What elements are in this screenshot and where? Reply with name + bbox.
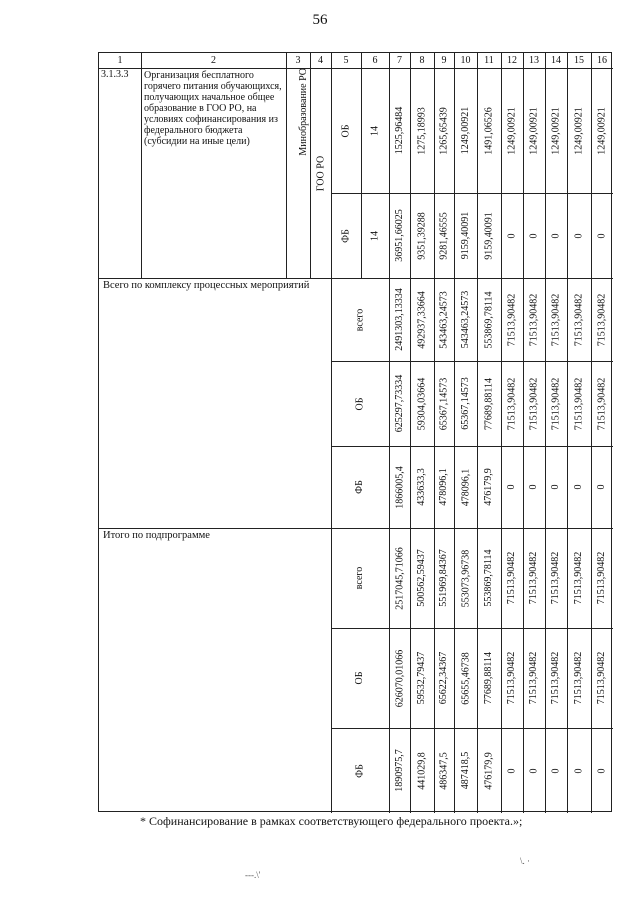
amount-cell: 9281,46555 <box>438 211 449 260</box>
amount-cell: 543463,24573 <box>438 290 449 349</box>
amount-cell: 1249,00921 <box>596 106 607 155</box>
row2-title: Всего по комплексу процессных мероприятий <box>103 280 310 291</box>
amount-cell: 0 <box>573 768 584 773</box>
source-code-0: 14 <box>369 125 380 136</box>
amount-cell: 1249,00921 <box>573 106 584 155</box>
column-header-10: 10 <box>460 55 471 66</box>
amount-cell: 71513,90482 <box>506 293 517 346</box>
amount-cell: 478096,1 <box>438 468 449 506</box>
amount-cell: 487418,5 <box>460 751 471 790</box>
row-code: 3.1.3.3 <box>101 70 129 80</box>
amount-cell: 9159,40091 <box>483 211 494 260</box>
amount-cell: 71513,90482 <box>596 377 607 430</box>
amount-cell: 0 <box>573 484 584 490</box>
source-label-0: ОБ <box>340 124 351 137</box>
source-label-0: всего <box>354 308 365 331</box>
amount-cell: 1491,06526 <box>483 106 494 155</box>
amount-cell: 71513,90482 <box>573 651 584 705</box>
column-header-16: 16 <box>597 55 607 66</box>
amount-cell: 0 <box>596 768 607 773</box>
source-label-1: ФБ <box>340 228 351 243</box>
amount-cell: 77689,88114 <box>483 377 494 430</box>
column-header-12: 12 <box>507 55 517 66</box>
column-header-13: 13 <box>529 55 539 66</box>
amount-cell: 71513,90482 <box>573 551 584 605</box>
amount-cell: 71513,90482 <box>596 651 607 705</box>
column-header-7: 7 <box>397 55 402 66</box>
column-header-14: 14 <box>551 55 561 66</box>
row3-title: Итого по подпрограмме <box>103 530 210 541</box>
amount-cell: 551969,84367 <box>438 549 449 607</box>
amount-cell: 1866005,4 <box>394 465 405 509</box>
amount-cell: 553869,78114 <box>483 549 494 607</box>
column-header-11: 11 <box>484 55 494 66</box>
amount-cell: 71513,90482 <box>550 377 561 430</box>
amount-cell: 59304,03664 <box>416 377 427 430</box>
amount-cell: 71513,90482 <box>506 551 517 605</box>
amount-cell: 500562,59437 <box>416 549 427 607</box>
amount-cell: 1249,00921 <box>550 106 561 155</box>
amount-cell: 0 <box>528 233 539 238</box>
column-header-15: 15 <box>574 55 584 66</box>
amount-cell: 9351,39288 <box>416 211 427 260</box>
amount-cell: 441029,8 <box>416 751 427 790</box>
amount-cell: 71513,90482 <box>528 377 539 430</box>
amount-cell: 0 <box>528 768 539 773</box>
amount-cell: 77689,88114 <box>483 651 494 705</box>
source-label-1: ОБ <box>354 671 365 685</box>
amount-cell: 1249,00921 <box>506 106 517 155</box>
source-code-1: 14 <box>369 230 380 241</box>
amount-cell: 1265,65439 <box>438 106 449 155</box>
amount-cell: 1525,96484 <box>394 106 405 155</box>
amount-cell: 0 <box>550 484 561 490</box>
footnote: * Софинансирование в рамках соответствующего федерального проекта.»; <box>140 814 523 828</box>
row-name: Организация бесплатного горячего питания обучающихся, получающих начальное общее образование в ГОО РО, на условиях софинансирования из федерального бюджета (субсидии на иные цели) <box>144 70 282 147</box>
amount-cell: 65367,14573 <box>460 377 471 430</box>
page-number: 56 <box>312 12 328 28</box>
amount-cell: 553869,78114 <box>483 290 494 349</box>
source-label-2: ФБ <box>354 763 365 778</box>
amount-cell: 0 <box>596 233 607 238</box>
amount-cell: 71513,90482 <box>528 651 539 705</box>
amount-cell: 0 <box>506 484 517 490</box>
budget-table <box>98 52 612 812</box>
col-line <box>286 53 287 278</box>
amount-cell: 71513,90482 <box>506 377 517 430</box>
column-header-4: 4 <box>318 55 323 66</box>
amount-cell: 65622,34367 <box>438 651 449 705</box>
column-header-8: 8 <box>419 55 425 66</box>
amount-cell: 71513,90482 <box>573 293 584 346</box>
pen-mark-left: ---.\' <box>245 870 261 880</box>
column-header-3: 3 <box>295 55 301 66</box>
amount-cell: 71513,90482 <box>596 293 607 346</box>
amount-cell: 71513,90482 <box>573 377 584 430</box>
amount-cell: 626070,01066 <box>394 649 405 707</box>
amount-cell: 2517045,71066 <box>394 546 405 610</box>
amount-cell: 553073,96738 <box>460 549 471 607</box>
amount-cell: 476179,9 <box>483 468 494 506</box>
column-header-5: 5 <box>343 55 349 66</box>
amount-cell: 71513,90482 <box>550 293 561 346</box>
amount-cell: 71513,90482 <box>550 551 561 605</box>
amount-cell: 476179,9 <box>483 751 494 790</box>
amount-cell: 0 <box>550 768 561 773</box>
amount-cell: 71513,90482 <box>506 651 517 705</box>
amount-cell: 36951,66025 <box>394 209 405 262</box>
amount-cell: 1249,00921 <box>460 106 471 155</box>
amount-cell: 0 <box>528 484 539 490</box>
amount-cell: 65367,14573 <box>438 377 449 430</box>
amount-cell: 71513,90482 <box>528 551 539 605</box>
amount-cell: 1890975,7 <box>394 749 405 792</box>
participant-cell: ГОО РО <box>315 155 326 191</box>
amount-cell: 2491303,13334 <box>394 288 405 351</box>
amount-cell: 65655,46738 <box>460 651 471 705</box>
amount-cell: 1249,00921 <box>528 106 539 155</box>
column-header-6: 6 <box>372 55 378 66</box>
amount-cell: 59532,79437 <box>416 651 427 705</box>
amount-cell: 492937,33664 <box>416 290 427 349</box>
amount-cell: 433633,3 <box>416 468 427 506</box>
column-header-1: 1 <box>117 55 123 66</box>
amount-cell: 9159,40091 <box>460 211 471 260</box>
executor-cell: Минобразование РО <box>298 68 309 156</box>
amount-cell: 543463,24573 <box>460 290 471 349</box>
amount-cell: 0 <box>573 233 584 238</box>
column-header-9: 9 <box>441 55 447 66</box>
amount-cell: 0 <box>550 233 561 238</box>
amount-cell: 0 <box>506 233 517 238</box>
amount-cell: 478096,1 <box>460 468 471 506</box>
pen-mark-right: \. · <box>520 856 530 866</box>
amount-cell: 486347,5 <box>438 751 449 790</box>
source-label-0: всего <box>354 566 365 590</box>
amount-cell: 71513,90482 <box>550 651 561 705</box>
amount-cell: 1275,18993 <box>416 106 427 155</box>
source-label-2: ФБ <box>354 480 365 494</box>
amount-cell: 625297,73334 <box>394 374 405 433</box>
amount-cell: 0 <box>506 768 517 773</box>
amount-cell: 71513,90482 <box>528 293 539 346</box>
amount-cell: 71513,90482 <box>596 551 607 605</box>
source-label-1: ОБ <box>354 397 365 410</box>
column-header-2: 2 <box>211 55 216 66</box>
amount-cell: 0 <box>596 484 607 490</box>
